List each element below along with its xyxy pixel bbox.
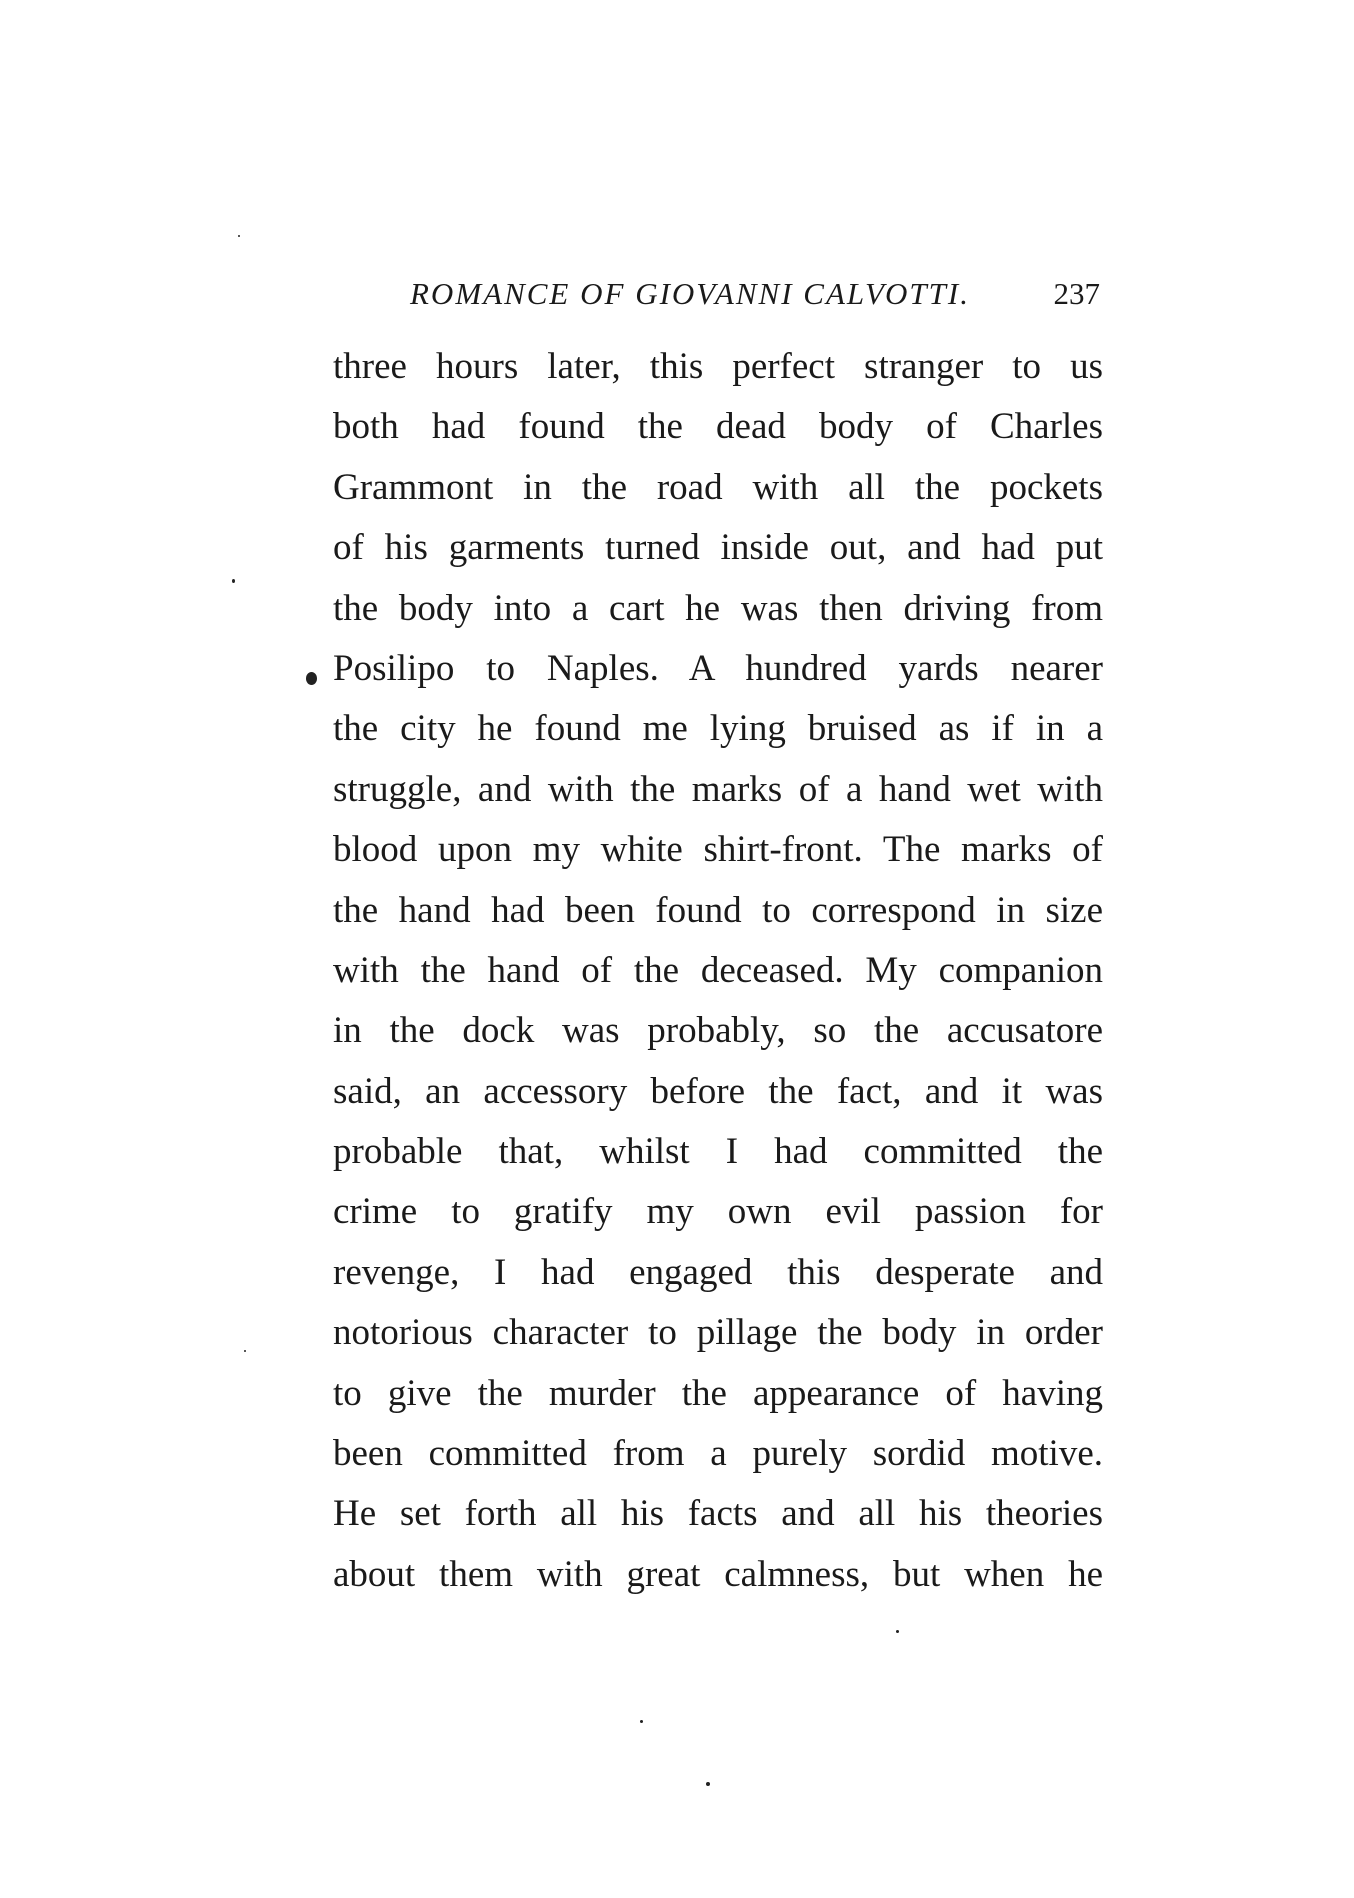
text-line: to give the murder the appearance of having bbox=[333, 1372, 1103, 1414]
running-head-title: ROMANCE OF GIOVANNI CALVOTTI. bbox=[410, 276, 970, 311]
text-line: of his garments turned inside out, and had put bbox=[333, 527, 1103, 569]
text-line: probable that, whilst I had committed the bbox=[333, 1131, 1103, 1173]
text-line: blood upon my white shirt-front. The marks of bbox=[333, 829, 1103, 871]
running-head bbox=[410, 268, 1100, 316]
text-line: Grammont in the road with all the pockets bbox=[333, 466, 1103, 508]
text-line: with the hand of the deceased. My companion bbox=[333, 949, 1103, 991]
text-line: about them with great calmness, but when he bbox=[333, 1553, 1103, 1595]
page-number: 237 bbox=[1053, 276, 1100, 311]
text-line: notorious character to pillage the body in order bbox=[333, 1312, 1103, 1354]
scan-speck bbox=[640, 1720, 643, 1723]
text-line: the hand had been found to correspond in size bbox=[333, 889, 1103, 931]
body-text bbox=[333, 337, 1103, 1605]
text-line: both had found the dead body of Charles bbox=[333, 406, 1103, 448]
text-line: struggle, and with the marks of a hand wet with bbox=[333, 768, 1103, 810]
scan-speck bbox=[244, 1350, 246, 1352]
scan-speck bbox=[232, 579, 235, 583]
text-line: said, an accessory before the fact, and it was bbox=[333, 1070, 1103, 1112]
scan-speck bbox=[896, 1630, 899, 1633]
scan-speck bbox=[706, 1782, 710, 1786]
text-line: three hours later, this perfect stranger to us bbox=[333, 346, 1103, 387]
text-line: in the dock was probably, so the accusatore bbox=[333, 1010, 1103, 1052]
text-line: the body into a cart he was then driving from bbox=[333, 587, 1103, 629]
scan-speck bbox=[306, 672, 317, 685]
text-line: the city he found me lying bruised as if in a bbox=[333, 708, 1103, 750]
text-line: revenge, I had engaged this desperate and bbox=[333, 1251, 1103, 1293]
text-line: been committed from a purely sordid motive. bbox=[333, 1433, 1103, 1475]
scan-speck bbox=[238, 235, 240, 237]
text-line: Posilipo to Naples. A hundred yards nearer bbox=[333, 647, 1103, 689]
text-line: crime to gratify my own evil passion for bbox=[333, 1191, 1103, 1233]
text-line: He set forth all his facts and all his theories bbox=[333, 1493, 1103, 1535]
